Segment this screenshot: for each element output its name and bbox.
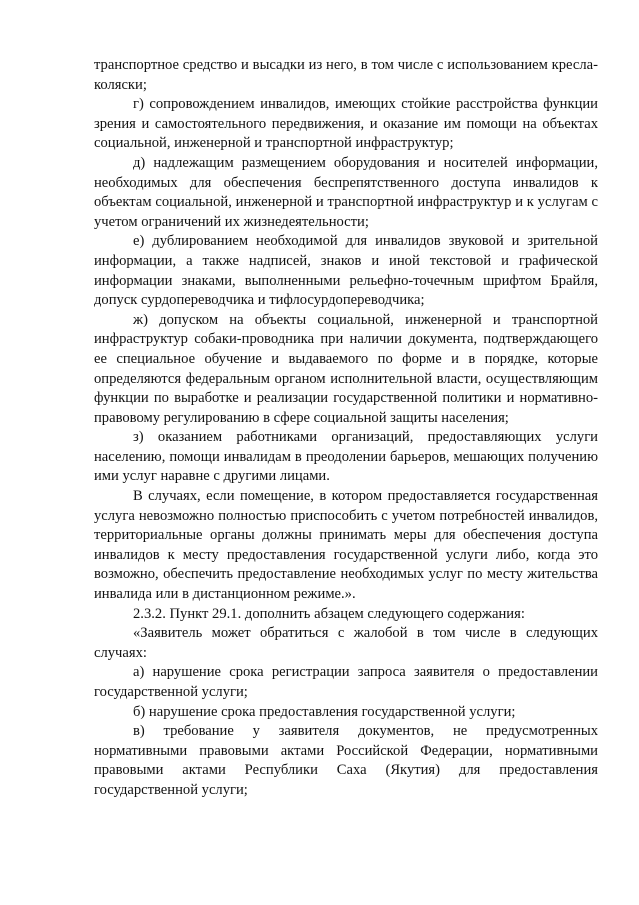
paragraph-item-zh: ж) допуском на объекты социальной, инженерной и транспортной инфраструктур собаки-проводника при наличии документа, подтверждающего ее специальное обучение и выдаваемого по форме и в порядке, которые определяются федеральным органом исполнительной власти, осуществляющим функции по выработке и реализации государственной политики и нормативно-правовому регулированию в сфере социальной защиты населения; xyxy=(94,311,598,426)
paragraph-item-v: в) требование у заявителя документов, не предусмотренных нормативными правовыми актами Российской Федерации, нормативными правовыми актами Республики Саха (Якутия) для предоставления государственной услуги; xyxy=(94,723,598,798)
document-page xyxy=(94,56,598,801)
paragraph-item-a: а) нарушение срока регистрации запроса заявителя о предоставлении государственной услуги; xyxy=(94,664,598,700)
paragraph-item-d: д) надлежащим размещением оборудования и носителей информации, необходимых для обеспечения беспрепятственного доступа инвалидов к объектам социальной, инженерной и транспортной инфраструктур и к услугам с учетом ограничений их жизнедеятельности; xyxy=(94,154,598,230)
paragraph-item-b: б) нарушение срока предоставления государственной услуги; xyxy=(133,703,516,720)
paragraph-section-2-3-2: 2.3.2. Пункт 29.1. дополнить абзацем следующего содержания: xyxy=(133,605,525,622)
paragraph-accessibility-cases: В случаях, если помещение, в котором предоставляется государственная услуга невозможно полностью приспособить с учетом потребностей инвалидов, территориальные органы должны принимать меры для обеспечения доступа инвалидов к месту предоставления государственной услуги либо, когда это возможно, обеспечить предоставление необходимых услуг по месту жительства инвалида или в дистанционном режиме.». xyxy=(94,488,598,603)
paragraph-item-z: з) оказанием работниками организаций, предоставляющих услуги населению, помощи инвалидам в преодолении барьеров, мешающих получению ими услуг наравне с другими лицами. xyxy=(94,429,598,485)
paragraph-complaint-intro: «Заявитель может обратиться с жалобой в том числе в следующих случаях: xyxy=(94,625,598,661)
paragraph-item-e: е) дублированием необходимой для инвалидов звуковой и зрительной информации, а также надписей, знаков и иной текстовой и графической информации знаками, выполненными рельефно-точечным шрифтом Брайля, допуск сурдопереводчика и тифлосурдопереводчика; xyxy=(94,233,598,309)
paragraph-continuation: транспортное средство и высадки из него, в том числе с использованием кресла-коляски; xyxy=(94,57,598,93)
paragraph-item-g: г) сопровождением инвалидов, имеющих стойкие расстройства функции зрения и самостоятельного передвижения, и оказание им помощи на объектах социальной, инженерной и транспортной инфраструктур; xyxy=(94,96,598,152)
